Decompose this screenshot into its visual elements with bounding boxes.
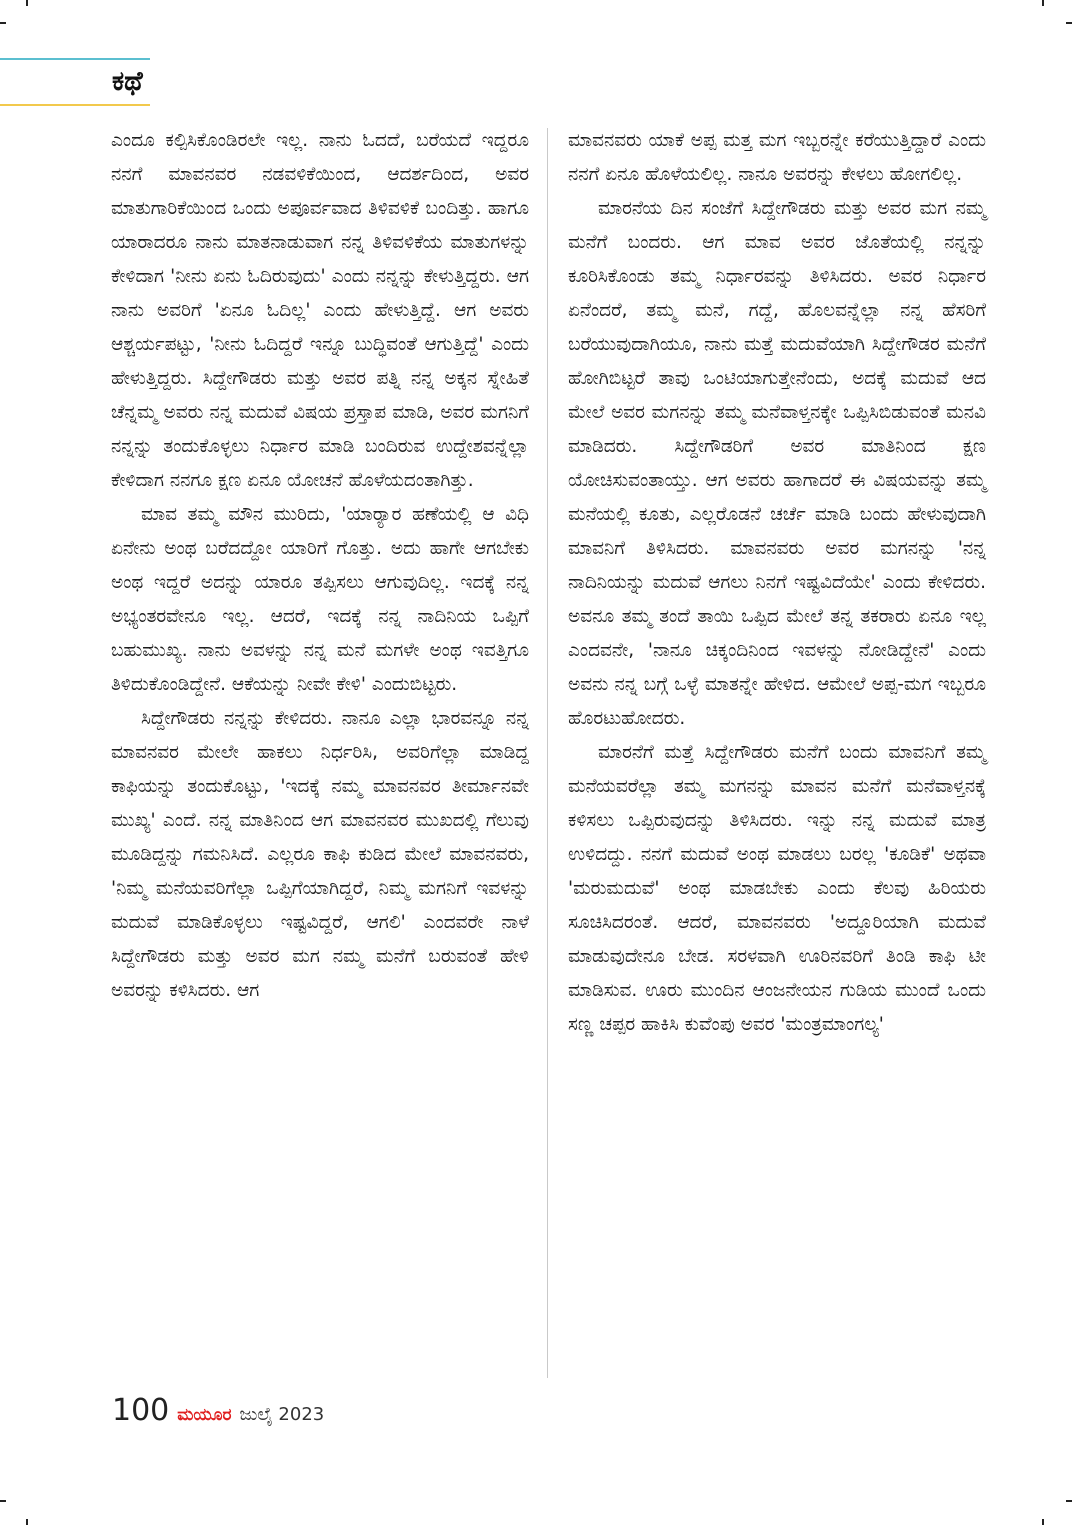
crop-mark xyxy=(26,1519,28,1525)
page-number: 100 xyxy=(112,1393,170,1428)
paragraph: ಮಾವ ತಮ್ಮ ಮೌನ ಮುರಿದು, 'ಯಾರ್‍ಯಾರ ಹಣೆಯಲ್ಲಿ ಆ ವಿಧಿ ಏನೇನು ಅಂಥ ಬರೆದದ್ದೋ ಯಾರಿಗೆ ಗೊತ್ತು. ಅದು ಹಾಗೇ ಆಗಬೇಕು ಅಂಥ ಇದ್ದರೆ ಅದನ್ನು ಯಾರೂ ತಪ್ಪಿಸಲು ಆಗುವುದಿಲ್ಲ. ಇದಕ್ಕೆ ನನ್ನ ಅಭ್ಯಂತರವೇನೂ ಇಲ್ಲ. ಆದರೆ, ಇದಕ್ಕೆ ನನ್ನ ನಾದಿನಿಯ ಒಪ್ಪಿಗೆ ಬಹುಮುಖ್ಯ. ನಾನು ಅವಳನ್ನು ನನ್ನ ಮನೆ ಮಗಳೇ ಅಂಥ ಇವತ್ತಿಗೂ ತಿಳಿದುಕೊಂಡಿದ್ದೇನೆ. ಆಕೆಯನ್ನು ನೀವೇ ಕೇಳಿ' ಎಂದುಬಿಟ್ಟರು. xyxy=(111,504,529,695)
paragraph: ಮಾವನವರು ಯಾಕೆ ಅಪ್ಪ ಮತ್ತ ಮಗ ಇಬ್ಬರನ್ನೇ ಕರೆಯುತ್ತಿದ್ದಾರೆ ಎಂದು ನನಗೆ ಏನೂ ಹೊಳೆಯಲಿಲ್ಲ. ನಾನೂ ಅವರನ್ನು ಕೇಳಲು ಹೋಗಲಿಲ್ಲ. xyxy=(568,130,986,185)
section-title: ಕಥೆ xyxy=(112,66,143,97)
crop-mark xyxy=(0,22,6,24)
column-divider xyxy=(547,128,548,1378)
crop-mark xyxy=(0,1500,6,1502)
section-title-rule-bottom xyxy=(0,104,150,106)
paragraph: ಸಿದ್ದೇಗೌಡರು ನನ್ನನ್ನು ಕೇಳಿದರು. ನಾನೂ ಎಲ್ಲಾ ಭಾರವನ್ನೂ ನನ್ನ ಮಾವನವರ ಮೇಲೇ ಹಾಕಲು ನಿರ್ಧರಿಸಿ, ಅವರಿಗೆಲ್ಲಾ ಮಾಡಿದ್ದ ಕಾಫಿಯನ್ನು ತಂದುಕೊಟ್ಟು, 'ಇದಕ್ಕೆ ನಮ್ಮ ಮಾವನವರ ತೀರ್ಮಾನವೇ ಮುಖ್ಯ' ಎಂದೆ. ನನ್ನ ಮಾತಿನಿಂದ ಆಗ ಮಾವನವರ ಮುಖದಲ್ಲಿ ಗೆಲುವು ಮೂಡಿದ್ದನ್ನು ಗಮನಿಸಿದೆ. ಎಲ್ಲರೂ ಕಾಫಿ ಕುಡಿದ ಮೇಲೆ ಮಾವನವರು, 'ನಿಮ್ಮ ಮನೆಯವರಿಗೆಲ್ಲಾ ಒಪ್ಪಿಗೆಯಾಗಿದ್ದರೆ, ನಿಮ್ಮ ಮಗನಿಗೆ ಇವಳನ್ನು ಮದುವೆ ಮಾಡಿಕೊಳ್ಳಲು ಇಷ್ಟವಿದ್ದರೆ, ಆಗಲಿ' ಎಂದವರೇ ನಾಳೆ ಸಿದ್ದೇಗೌಡರು ಮತ್ತು ಅವರ ಮಗ ನಮ್ಮ ಮನೆಗೆ ಬರುವಂತೆ ಹೇಳಿ ಅವರನ್ನು ಕಳಿಸಿದರು. ಆಗ xyxy=(111,708,529,1001)
crop-mark xyxy=(1066,1500,1072,1502)
crop-mark xyxy=(1042,1519,1044,1525)
section-title-rule-top xyxy=(0,58,150,60)
text-column-left xyxy=(111,124,529,1008)
paragraph: ಎಂದೂ ಕಲ್ಪಿಸಿಕೊಂಡಿರಲೇ ಇಲ್ಲ. ನಾನು ಓದದೆ, ಬರೆಯದೆ ಇದ್ದರೂ ನನಗೆ ಮಾವನವರ ನಡವಳಿಕೆಯಿಂದ, ಆದರ್ಶದಿಂದ, ಅವರ ಮಾತುಗಾರಿಕೆಯಿಂದ ಒಂದು ಅಪೂರ್ವವಾದ ತಿಳಿವಳಿಕೆ ಬಂದಿತ್ತು. ಹಾಗೂ ಯಾರಾದರೂ ನಾನು ಮಾತನಾಡುವಾಗ ನನ್ನ ತಿಳಿವಳಿಕೆಯ ಮಾತುಗಳನ್ನು ಕೇಳಿದಾಗ 'ನೀನು ಏನು ಓದಿರುವುದು' ಎಂದು ನನ್ನನ್ನು ಕೇಳುತ್ತಿದ್ದರು. ಆಗ ನಾನು ಅವರಿಗೆ 'ಏನೂ ಓದಿಲ್ಲ' ಎಂದು ಹೇಳುತ್ತಿದ್ದೆ. ಆಗ ಅವರು ಆಶ್ಚರ್ಯಪಟ್ಟು, 'ನೀನು ಓದಿದ್ದರೆ ಇನ್ನೂ ಬುದ್ಧಿವಂತೆ ಆಗುತ್ತಿದ್ದೆ' ಎಂದು ಹೇಳುತ್ತಿದ್ದರು. ಸಿದ್ದೇಗೌಡರು ಮತ್ತು ಅವರ ಪತ್ನಿ ನನ್ನ ಅಕ್ಕನ ಸ್ನೇಹಿತೆ ಚೆನ್ನಮ್ಮ ಅವರು ನನ್ನ ಮದುವೆ ವಿಷಯ ಪ್ರಸ್ತಾಪ ಮಾಡಿ, ಅವರ ಮಗನಿಗೆ ನನ್ನನ್ನು ತಂದುಕೊಳ್ಳಲು ನಿರ್ಧಾರ ಮಾಡಿ ಬಂದಿರುವ ಉದ್ದೇಶವನ್ನೆಲ್ಲಾ ಕೇಳಿದಾಗ ನನಗೂ ಕ್ಷಣ ಏನೂ ಯೋಚನೆ ಹೊಳೆಯದಂತಾಗಿತ್ತು. xyxy=(111,130,529,491)
issue-date: ಜುಲೈ 2023 xyxy=(239,1404,325,1425)
crop-mark xyxy=(1042,0,1044,6)
crop-mark xyxy=(1066,22,1072,24)
paragraph: ಮಾರನೆಯ ದಿನ ಸಂಜೆಗೆ ಸಿದ್ದೇಗೌಡರು ಮತ್ತು ಅವರ ಮಗ ನಮ್ಮ ಮನೆಗೆ ಬಂದರು. ಆಗ ಮಾವ ಅವರ ಜೊತೆಯಲ್ಲಿ ನನ್ನನ್ನು ಕೂರಿಸಿಕೊಂಡು ತಮ್ಮ ನಿರ್ಧಾರವನ್ನು ತಿಳಿಸಿದರು. ಅವರ ನಿರ್ಧಾರ ಏನೆಂದರೆ, ತಮ್ಮ ಮನೆ, ಗದ್ದೆ, ಹೊಲವನ್ನೆಲ್ಲಾ ನನ್ನ ಹೆಸರಿಗೆ ಬರೆಯುವುದಾಗಿಯೂ, ನಾನು ಮತ್ತೆ ಮದುವೆಯಾಗಿ ಸಿದ್ದೇಗೌಡರ ಮನೆಗೆ ಹೋಗಿಬಿಟ್ಟರೆ ತಾವು ಒಂಟಿಯಾಗುತ್ತೇನೆಂದು, ಅದಕ್ಕೆ ಮದುವೆ ಆದ ಮೇಲೆ ಅವರ ಮಗನನ್ನು ತಮ್ಮ ಮನೆವಾಳ್ತನಕ್ಕೇ ಒಪ್ಪಿಸಿಬಿಡುವಂತೆ ಮನವಿ ಮಾಡಿದರು. ಸಿದ್ದೇಗೌಡರಿಗೆ ಅವರ ಮಾತಿನಿಂದ ಕ್ಷಣ ಯೋಚಿಸುವಂತಾಯ್ತು. ಆಗ ಅವರು ಹಾಗಾದರೆ ಈ ವಿಷಯವನ್ನು ತಮ್ಮ ಮನೆಯಲ್ಲಿ ಕೂತು, ಎಲ್ಲರೊಡನೆ ಚರ್ಚೆ ಮಾಡಿ ಬಂದು ಹೇಳುವುದಾಗಿ ಮಾವನಿಗೆ ತಿಳಿಸಿದರು. ಮಾವನವರು ಅವರ ಮಗನನ್ನು 'ನನ್ನ ನಾದಿನಿಯನ್ನು ಮದುವೆ ಆಗಲು ನಿನಗೆ ಇಷ್ಟವಿದೆಯೇ' ಎಂದು ಕೇಳಿದರು. ಅವನೂ ತಮ್ಮ ತಂದೆ ತಾಯಿ ಒಪ್ಪಿದ ಮೇಲೆ ತನ್ನ ತಕರಾರು ಏನೂ ಇಲ್ಲ ಎಂದವನೇ, 'ನಾನೂ ಚಿಕ್ಕಂದಿನಿಂದ ಇವಳನ್ನು ನೋಡಿದ್ದೇನೆ' ಎಂದು ಅವನು ನನ್ನ ಬಗ್ಗೆ ಒಳ್ಳೆ ಮಾತನ್ನೇ ಹೇಳಿದ. ಆಮೇಲೆ ಅಪ್ಪ-ಮಗ ಇಬ್ಬರೂ ಹೊರಟುಹೋದರು. xyxy=(568,198,986,729)
magazine-logo: ಮಯೂರ xyxy=(177,1405,232,1425)
text-column-right xyxy=(568,124,986,1042)
paragraph: ಮಾರನೆಗೆ ಮತ್ತೆ ಸಿದ್ದೇಗೌಡರು ಮನೆಗೆ ಬಂದು ಮಾವನಿಗೆ ತಮ್ಮ ಮನೆಯವರೆಲ್ಲಾ ತಮ್ಮ ಮಗನನ್ನು ಮಾವನ ಮನೆಗೆ ಮನೆವಾಳ್ತನಕ್ಕೆ ಕಳಿಸಲು ಒಪ್ಪಿರುವುದನ್ನು ತಿಳಿಸಿದರು. ಇನ್ನು ನನ್ನ ಮದುವೆ ಮಾತ್ರ ಉಳಿದದ್ದು. ನನಗೆ ಮದುವೆ ಅಂಥ ಮಾಡಲು ಬರಲ್ಲ 'ಕೂಡಿಕೆ' ಅಥವಾ 'ಮರುಮದುವೆ' ಅಂಥ ಮಾಡಬೇಕು ಎಂದು ಕೆಲವು ಹಿರಿಯರು ಸೂಚಿಸಿದರಂತೆ. ಆದರೆ, ಮಾವನವರು 'ಅದ್ದೂರಿಯಾಗಿ ಮದುವೆ ಮಾಡುವುದೇನೂ ಬೇಡ. ಸರಳವಾಗಿ ಊರಿನವರಿಗೆ ತಿಂಡಿ ಕಾಫಿ ಟೀ ಮಾಡಿಸುವ. ಊರು ಮುಂದಿನ ಆಂಜನೇಯನ ಗುಡಿಯ ಮುಂದೆ ಒಂದು ಸಣ್ಣ ಚಪ್ಪರ ಹಾಕಿಸಿ ಕುವೆಂಪು ಅವರ 'ಮಂತ್ರಮಾಂಗಲ್ಯ' xyxy=(568,742,986,1035)
page-footer xyxy=(112,1393,324,1429)
crop-mark xyxy=(26,0,28,6)
